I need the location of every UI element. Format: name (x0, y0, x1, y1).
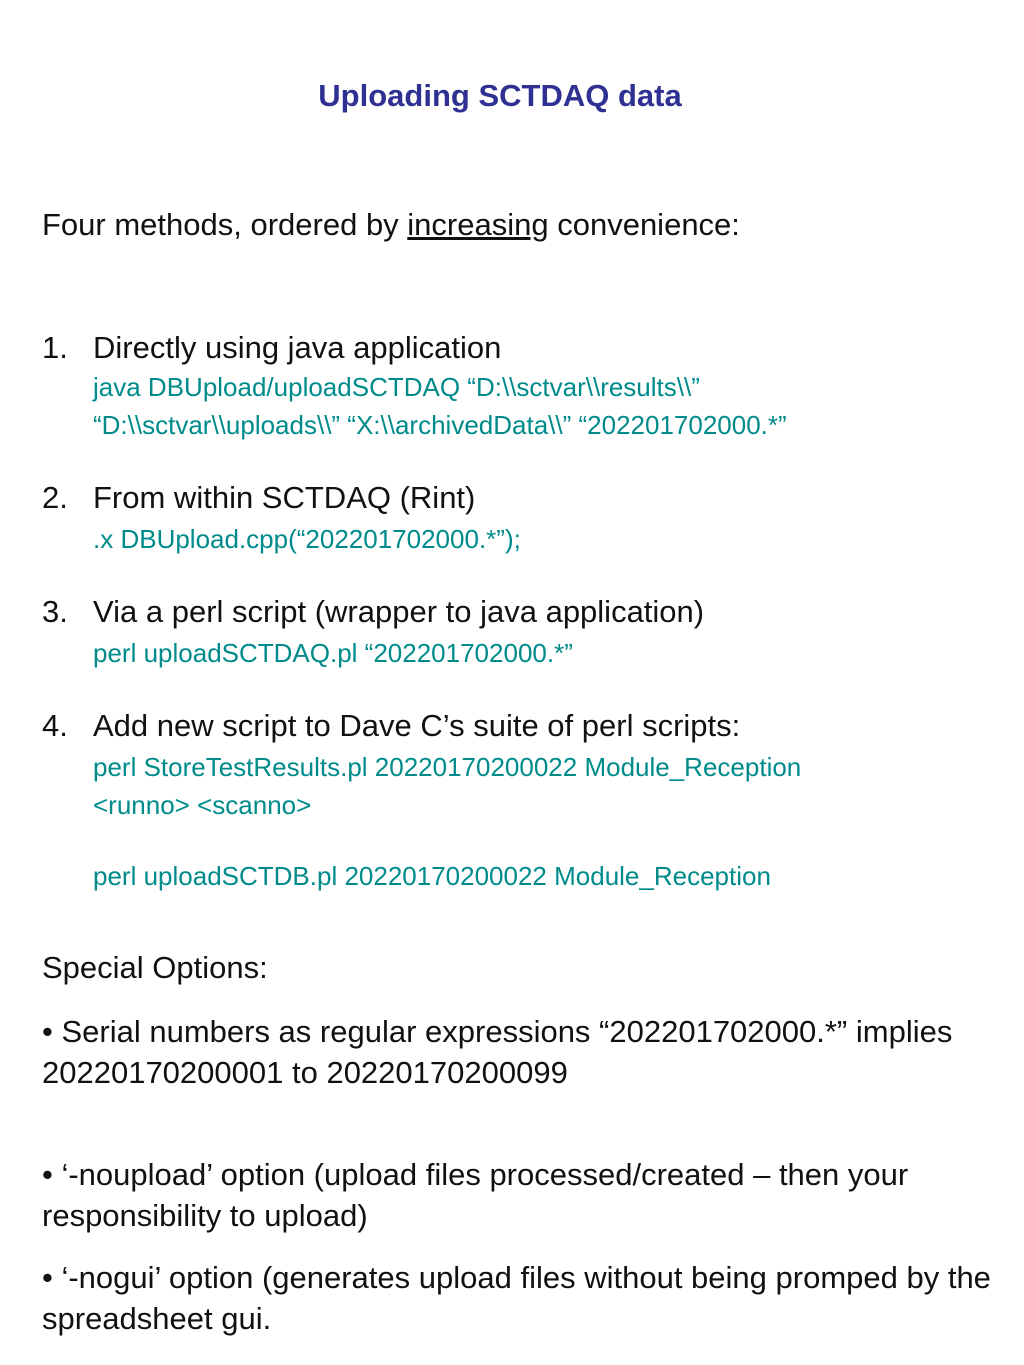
special-option: • Serial numbers as regular expressions “202201702000.*” implies 20220170200001 to 20220170200099 (42, 1014, 953, 1090)
method-label: From within SCTDAQ (Rint) (93, 480, 476, 515)
method-number: 3. (42, 594, 68, 629)
method-command: “D:\\sctvar\\uploads\\” “X:\\archivedData\\” “202201702000.*” (93, 410, 787, 440)
method-number: 4. (42, 708, 68, 743)
intro-after: convenience: (548, 207, 740, 242)
method-label: Via a perl script (wrapper to java application) (93, 594, 705, 629)
method-command: perl StoreTestResults.pl 20220170200022 Module_Reception (93, 752, 802, 782)
method-command: perl uploadSCTDB.pl 20220170200022 Module_Reception (93, 861, 771, 891)
method-label: Directly using java application (93, 330, 502, 365)
special-options-heading: Special Options: (42, 950, 268, 985)
special-option: • ‘-nogui’ option (generates upload files without being promped by the spreadsheet gui. (42, 1260, 991, 1336)
special-option: • ‘-noupload’ option (upload files processed/created – then your responsibility to upload) (42, 1157, 909, 1233)
intro-before: Four methods, ordered by (42, 207, 408, 242)
intro-underlined: increasing (407, 207, 549, 242)
method-label: Add new script to Dave C’s suite of perl scripts: (93, 708, 741, 743)
page-title: Uploading SCTDAQ data (318, 78, 682, 113)
method-number: 1. (42, 330, 68, 365)
method-command: perl uploadSCTDAQ.pl “202201702000.*” (93, 638, 573, 668)
method-number: 2. (42, 480, 68, 515)
intro-text (42, 207, 740, 243)
method-command: <runno> <scanno> (93, 790, 312, 820)
method-command: .x DBUpload.cpp(“202201702000.*”); (93, 524, 521, 554)
method-command: java DBUpload/uploadSCTDAQ “D:\\sctvar\\results\\” (93, 372, 700, 402)
